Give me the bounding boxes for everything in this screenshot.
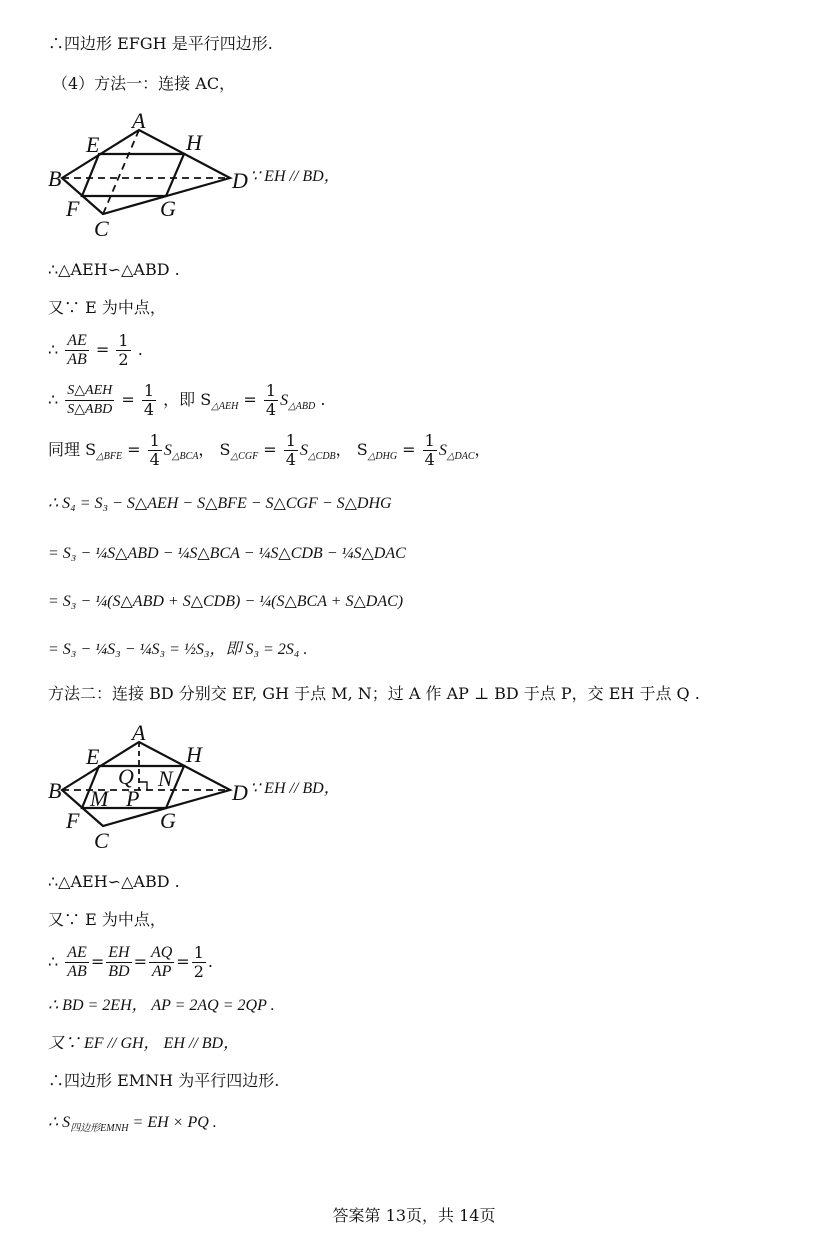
inner-parallelogram (82, 154, 184, 196)
area-formula-line: ∴ $S_{四边形EMNH}$ = EH × PQ . (48, 1114, 217, 1134)
parallelogram-conclusion: ∴四边形 EMNH 为平行四边形. (48, 1071, 280, 1090)
label-p: P (126, 786, 140, 811)
similarity-line-1: ∴△AEH∽△ABD . (48, 260, 180, 279)
label-c: C (94, 216, 109, 241)
midpoint-line-1: 又∵ E 为中点， (48, 298, 166, 317)
label-h: H (186, 130, 202, 155)
area-ratio-line: ∴ $\frac{\text{S△AEH}}{\text{S△ABD}}$ = $\frac{1}{4}$ ，即 $S_{\triangle AEH}$ = $\frac{1}{4}$ $S_{\triangle ABD}$ . (48, 381, 326, 419)
label-b: B (48, 166, 62, 191)
fraction-area-aeh-abd: $\frac{\text{S△AEH}}{\text{S△ABD}}$ (67, 383, 113, 417)
fraction-one-half: $\frac{1}{2}$ (118, 331, 129, 369)
fraction-ae-ab: $\frac{AE}{AB}$ (67, 332, 87, 368)
label-h: H (186, 742, 202, 767)
label-m: M (90, 786, 109, 811)
label-d: D (232, 780, 248, 805)
area-equation-line-4: = S₃ − ¼S₃ − ¼S₃ = ½S₃，即 S₃ = 2S₄ . (48, 641, 308, 658)
ratio-line-2: ∴ $\frac{AE}{AB}$ = $\frac{EH}{BD}$ = $\frac{AQ}{AP}$ = $\frac{1}{2}$ . (48, 943, 213, 981)
label-a: A (132, 720, 146, 745)
label-n: N (158, 766, 173, 791)
parallel-lines-line: 又∵ EF // GH， EH // BD， (48, 1035, 240, 1052)
label-q: Q (118, 764, 134, 789)
quadrilateral-diagram-1 (44, 108, 248, 241)
fraction-one-quarter: $\frac{1}{4}$ (424, 431, 435, 469)
fraction-one-quarter: $\frac{1}{4}$ (285, 431, 296, 469)
fraction-one-quarter: $\frac{1}{4}$ (149, 431, 160, 469)
label-d: D (232, 168, 248, 193)
label-c: C (94, 828, 109, 853)
midpoint-line-2: 又∵ E 为中点， (48, 910, 166, 929)
label-e: E (86, 744, 100, 769)
fraction-one-quarter: $\frac{1}{4}$ (143, 381, 155, 419)
therefore-symbol: ∴ (48, 340, 59, 359)
quadrilateral-diagram-2 (44, 720, 248, 853)
fraction-one-half: $\frac{1}{2}$ (193, 943, 204, 981)
similarity-line-2: ∴△AEH∽△ABD . (48, 872, 180, 891)
fraction-aq-ap: $\frac{AQ}{AP}$ (150, 944, 173, 980)
label-g: G (160, 808, 176, 833)
label-g: G (160, 196, 176, 221)
fraction-one-quarter: $\frac{1}{4}$ (265, 381, 277, 419)
area-equation-line-1: ∴ S₄ = S₃ − S△AEH − S△BFE − S△CGF − S△DHG (48, 495, 392, 512)
similar-areas-line: 同理 $S_{\triangle BFE}$ = $\frac{1}{4}$ $S_{\triangle BCA}$， $S_{\triangle CGF}$ = $\frac{1}{4}$ $S_{\triangle CDB}$， $S_{\triangle DHG}$ = $\frac{1}{4}$ $S_{\triangle DAC}$， (48, 431, 491, 469)
label-a: A (132, 108, 146, 133)
diagonal-ac (103, 130, 139, 214)
page-footer: 答案第 13页，共 14页 (332, 1206, 496, 1225)
area-equation-line-3: = S₃ − ¼(S△ABD + S△CDB) − ¼(S△BCA + S△DAC) (48, 593, 404, 610)
label-e: E (86, 132, 100, 157)
fraction-ae-ab: $\frac{AE}{AB}$ (67, 944, 87, 980)
parallel-reason-2: ∵ EH // BD， (250, 780, 340, 797)
label-b: B (48, 778, 62, 803)
label-f: F (66, 808, 80, 833)
area-equation-line-2: = S₃ − ¼S△ABD − ¼S△BCA − ¼S△CDB − ¼S△DAC (48, 545, 406, 562)
parallel-reason-1: ∵ EH // BD， (250, 168, 340, 185)
method-one-heading: （4）方法一：连接 AC， (52, 74, 236, 93)
right-angle-mark (139, 782, 147, 790)
equals-sign: = (95, 340, 110, 359)
ratio-line-1: ∴ $\frac{AE}{AB}$ = $\frac{1}{2}$ . (48, 331, 143, 369)
length-relation-line: ∴ BD = 2EH， AP = 2AQ = 2QP . (48, 997, 275, 1014)
fraction-eh-bd: $\frac{EH}{BD}$ (108, 944, 130, 980)
label-f: F (66, 196, 80, 221)
method-two-heading: 方法二：连接 BD 分别交 EF, GH 于点 M, N；过 A 作 AP ⊥ BD 于点 P，交 EH 于点 Q . (48, 684, 700, 703)
conclusion-line: ∴四边形 EFGH 是平行四边形. (48, 34, 273, 53)
